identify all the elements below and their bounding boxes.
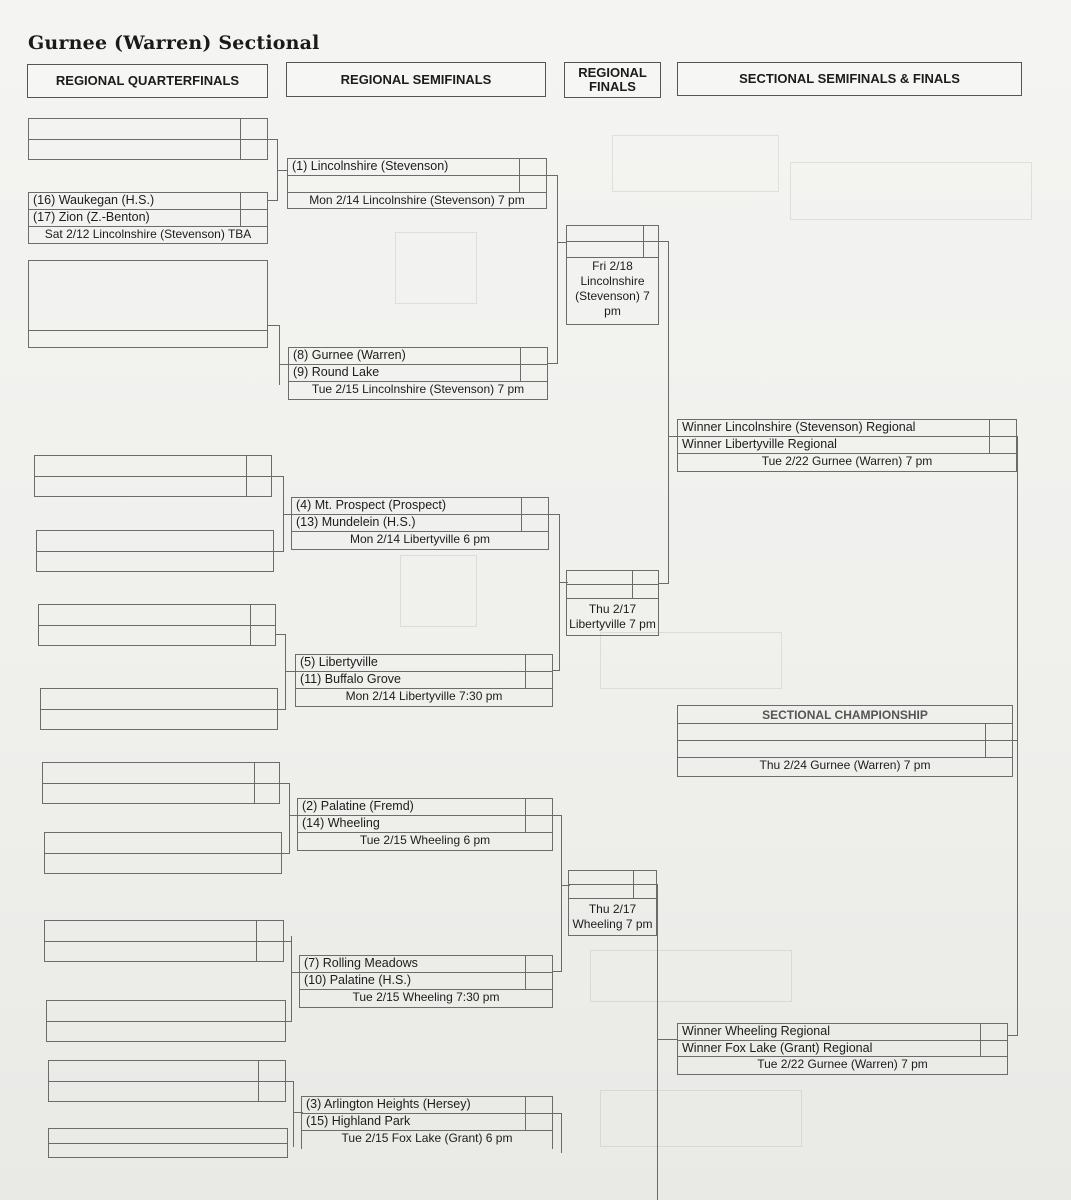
semi-7-team-2-name: (15) Highland Park [306, 1114, 411, 1128]
bleed-through-box [395, 232, 477, 304]
qf-team-2-name: (17) Zion (Z.-Benton) [33, 210, 150, 224]
header-regional-finals-line1: REGIONAL [578, 65, 647, 80]
qf-slot-divider [34, 476, 272, 477]
qf-slot-divider [36, 551, 274, 552]
semi-6-team-1-name: (7) Rolling Meadows [304, 956, 418, 970]
semi-6-team-1 [299, 955, 553, 972]
connector [548, 363, 558, 364]
final-1-line1: Fri 2/18 [592, 259, 633, 273]
connector [282, 853, 290, 854]
final-divider [633, 870, 634, 898]
connector [272, 476, 283, 477]
semi-6-game-info: Tue 2/15 Wheeling 7:30 pm [299, 989, 553, 1008]
semi-2-team-2-name: (9) Round Lake [293, 365, 380, 379]
connector [1017, 436, 1018, 1036]
semi-3-team-1 [291, 497, 549, 514]
semi-7-team-1 [301, 1096, 553, 1113]
connector [557, 175, 558, 364]
semi-3-game-info: Mon 2/14 Libertyville 6 pm [291, 531, 549, 550]
qf-slot-empty [28, 260, 268, 348]
connector [278, 709, 286, 710]
connector [293, 1081, 294, 1147]
final-1-line4: pm [604, 304, 621, 318]
connector [559, 514, 560, 671]
connector [286, 1021, 292, 1022]
connector [277, 170, 287, 171]
qf-slot-divider [40, 709, 278, 710]
sectional-semi-1-team-2 [677, 436, 1017, 453]
championship-divider [677, 723, 1013, 724]
bleed-through-box [600, 1090, 802, 1147]
semi-4-team-2 [295, 671, 553, 688]
bleed-through-box [600, 632, 782, 689]
semi-5-team-2-name: (14) Wheeling [302, 816, 380, 830]
semi-1-team-1-name: (1) Lincolnshire (Stevenson) [292, 159, 449, 173]
qf-slot-divider [28, 330, 268, 331]
qf-game-info: Sat 2/12 Lincolnshire (Stevenson) TBA [28, 226, 268, 244]
connector [668, 241, 669, 584]
final-3-line2: Wheeling 7 pm [572, 917, 653, 931]
final-divider [566, 598, 659, 599]
semi-1-team-2 [287, 175, 547, 192]
connector [557, 242, 566, 243]
semi-2-team-1-name: (8) Gurnee (Warren) [293, 348, 406, 362]
final-divider [568, 884, 657, 885]
header-sectional: SECTIONAL SEMIFINALS & FINALS [677, 62, 1022, 96]
connector [289, 783, 290, 854]
qf-slot-divider [44, 853, 282, 854]
sectional-championship-label: SECTIONAL CHAMPIONSHIP [762, 708, 928, 722]
connector [561, 1113, 562, 1153]
qf-team-2 [28, 209, 268, 226]
page-title: Gurnee (Warren) Sectional [28, 32, 320, 54]
qf-slot-divider [46, 1021, 286, 1022]
semi-7-game-info: Tue 2/15 Fox Lake (Grant) 6 pm [301, 1130, 553, 1149]
final-2-line2: Libertyville 7 pm [569, 617, 656, 631]
final-1-line2: Lincolnshire [580, 274, 645, 288]
bleed-through-box [612, 135, 779, 192]
championship-divider [677, 740, 1013, 741]
sectional-semi-1-team-1 [677, 419, 1017, 436]
qf-slot-divider [246, 455, 247, 497]
header-regional-finals [564, 62, 661, 98]
semi-2-team-2 [288, 364, 548, 381]
header-regional-semifinals: REGIONAL SEMIFINALS [286, 62, 546, 97]
qf-slot-divider [48, 1143, 288, 1144]
semi-4-team-1-name: (5) Libertyville [300, 655, 378, 669]
semi-5-game-info: Tue 2/15 Wheeling 6 pm [297, 832, 553, 851]
sectional-semi-1-team-1-name: Winner Lincolnshire (Stevenson) Regional [682, 420, 916, 434]
qf-slot-divider [48, 1081, 286, 1082]
sectional-championship-info: Thu 2/24 Gurnee (Warren) 7 pm [677, 758, 1013, 777]
final-divider [632, 570, 633, 598]
sectional-semi-2-team-1-name: Winner Wheeling Regional [682, 1024, 830, 1038]
semi-4-game-info: Mon 2/14 Libertyville 7:30 pm [295, 688, 553, 707]
qf-slot-divider [256, 920, 257, 962]
semi-2-game-info: Tue 2/15 Lincolnshire (Stevenson) 7 pm [288, 381, 548, 400]
connector [274, 551, 284, 552]
qf-slot-divider [42, 783, 280, 784]
qf-slot-divider [44, 941, 284, 942]
qf-team-1 [28, 192, 268, 209]
qf-slot-divider [28, 139, 268, 140]
final-divider [566, 241, 659, 242]
final-2-line1: Thu 2/17 [588, 602, 637, 616]
qf-team-1-name: (16) Waukegan (H.S.) [33, 193, 155, 207]
semi-6-team-2 [299, 972, 553, 989]
semi-7-team-2 [301, 1113, 553, 1130]
connector [553, 971, 562, 972]
semi-7-team-1-name: (3) Arlington Heights (Hersey) [306, 1097, 471, 1111]
semi-3-team-1-name: (4) Mt. Prospect (Prospect) [296, 498, 447, 512]
semi-5-team-1-name: (2) Palatine (Fremd) [302, 799, 414, 813]
connector [657, 1039, 677, 1040]
semi-4-team-1 [295, 654, 553, 671]
connector [1013, 740, 1018, 741]
connector [291, 936, 292, 1022]
semi-3-team-2 [291, 514, 549, 531]
final-divider [568, 898, 657, 899]
sectional-semi-1-team-2-name: Winner Libertyville Regional [682, 437, 837, 451]
final-3-info [568, 900, 657, 936]
bleed-through-box [790, 162, 1032, 220]
connector [561, 815, 562, 972]
final-1-line3: (Stevenson) 7 [575, 289, 650, 303]
semi-6-team-2-name: (10) Palatine (H.S.) [304, 973, 411, 987]
bleed-through-box [590, 950, 792, 1002]
connector [1008, 1035, 1018, 1036]
qf-slot-divider [258, 1060, 259, 1102]
semi-5-team-1 [297, 798, 553, 815]
semi-1-team-1 [287, 158, 547, 175]
semi-2-team-1 [288, 347, 548, 364]
header-regional-quarterfinals: REGIONAL QUARTERFINALS [27, 64, 268, 98]
sectional-semi-2-info: Tue 2/22 Gurnee (Warren) 7 pm [677, 1056, 1008, 1075]
connector [659, 583, 669, 584]
championship-divider [985, 723, 986, 757]
connector [285, 634, 286, 710]
semi-1-game-info: Mon 2/14 Lincolnshire (Stevenson) 7 pm [287, 192, 547, 209]
qf-slot-divider [38, 625, 276, 626]
sectional-semi-2-team-1 [677, 1023, 1008, 1040]
connector [657, 884, 658, 1200]
qf-slot-divider [240, 118, 241, 160]
sectional-semi-2-team-2-name: Winner Fox Lake (Grant) Regional [682, 1041, 873, 1055]
final-3-line1: Thu 2/17 [588, 902, 637, 916]
sectional-semi-2-team-2 [677, 1040, 1008, 1056]
semi-4-team-2-name: (11) Buffalo Grove [300, 672, 401, 686]
final-divider [566, 584, 659, 585]
sectional-semi-1-info: Tue 2/22 Gurnee (Warren) 7 pm [677, 453, 1017, 472]
connector [553, 670, 560, 671]
qf-slot-divider [254, 762, 255, 804]
semi-5-team-2 [297, 815, 553, 832]
semi-3-team-2-name: (13) Mundelein (H.S.) [296, 515, 416, 529]
header-regional-finals-line2: FINALS [589, 79, 636, 94]
final-2-info [566, 600, 659, 636]
final-divider [643, 225, 644, 257]
connector [279, 325, 280, 385]
qf-slot-divider [250, 604, 251, 646]
bleed-through-box [400, 555, 477, 627]
connector [268, 200, 278, 201]
final-1-info [566, 257, 659, 325]
